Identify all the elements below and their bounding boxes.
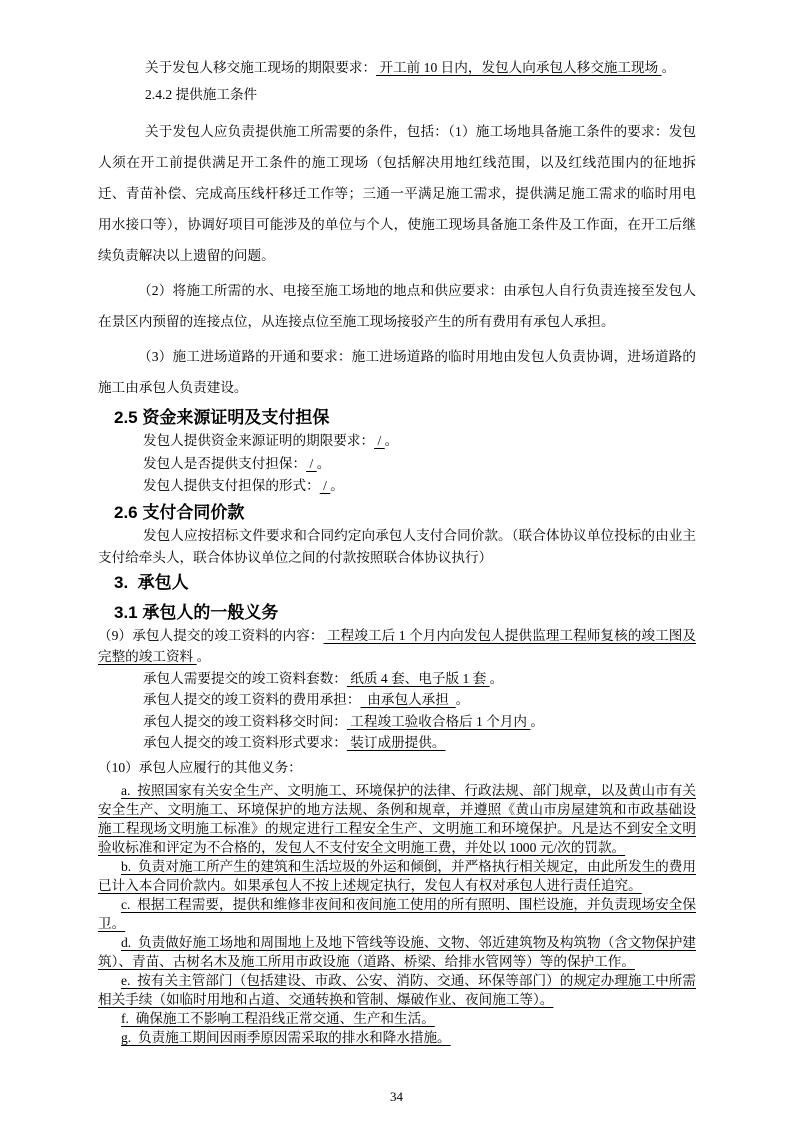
text-run: 。 [384,433,399,448]
heading-3-1 [98,600,696,625]
underlined-run: g. 负责施工期间因雨季原因需采取的排水和降水措施。 [121,1030,451,1045]
heading-2-5 [98,405,696,430]
text-run: 关于发包人应负责提供施工所需要的条件，包括：（1）施工场地具备施工条件的要求：发包人须在开工前提供满足开工条件的施工现场（包括解决用地红线范围，以及红线范围内的征地拆迁、青苗补偿、完成高压线杆移迁工作等；三通一平满足施工需求，提供满足施工需求的临时用电用水接口等），协调好项目可能涉及的单位与个人，使施工现场具备施工条件及工作面，在开工后继续负责解决以上遗留的问题。 [98,124,696,263]
obligation-e [98,971,696,1009]
para-item-10-other-obligations [98,757,696,779]
text-run: 关于发包人移交施工现场的期限要求： [145,60,377,75]
underlined-run: 工程竣工后 1 个月内向发包人提供监理工程师复核的竣工图及完整的竣工资料 [98,627,696,664]
heading-2-4-2 [98,81,696,108]
text-run: 。 [530,713,545,729]
text-run: 发包人提供支付担保的形式： [143,478,320,493]
text-run: 发包人提供资金来源证明的期限要求： [143,433,375,448]
obligation-b [98,857,696,895]
underlined-run: 工程竣工验收合格后 1 个月内 [346,713,531,729]
underlined-run: e. 按有关主管部门（包括建设、市政、公安、消防、交通、环保等部门）的规定办理施工中所需相关手续（如临时用地和占道、交通转换和管制、爆破作业、夜间施工等）。 [98,973,696,1007]
underlined-run: 由承包人承担 [360,692,456,707]
underlined-run: c. 根据工程需要，提供和维修非夜间和夜间施工使用的所有照明、围栏设施，并负责现场安全保卫。 [98,897,696,931]
obligation-a [98,781,696,857]
field-fund-source-deadline [98,430,696,453]
underlined-run: b. 负责对施工所产生的建筑和生活垃圾的外运和倾倒，并严格执行相关规定，由此所发生的费用已计入本合同价款内。如果承包人不按上述规定执行，发包人有权对承包人进行责任追究。 [98,859,696,893]
para-provide-construction-conditions [98,116,696,271]
underlined-run: / [306,455,317,471]
field-completion-document-sets [98,668,696,690]
text-run: 。 [455,692,470,707]
field-payment-guarantee-form [98,475,696,498]
text-run: 。 [661,60,676,75]
underlined-run: f. 确保施工不影响工程沿线正常交通、生产和生活。 [121,1011,435,1026]
text-run: （2）将施工所需的水、电接至施工场地的地点和供应要求：由承包人自行负责连接至发包人在景区内预留的连接点位，从连接点位至施工现场接驳产生的所有费用有承包人承担。 [98,283,696,329]
para-water-power-connection [98,275,696,337]
text-run: （10）承包人应履行的其他义务： [98,759,302,775]
para-item-9-completion-documents [98,625,696,668]
underlined-run: 装订成册提供。 [346,735,446,750]
field-completion-document-cost [98,689,696,711]
underlined-run: 开工前 10 日内，发包人向承包人移交施工现场 [376,60,662,75]
field-completion-document-time [98,711,696,733]
obligation-g [98,1028,696,1047]
text-run: （9）承包人提交的竣工资料的内容： [98,627,324,643]
field-completion-document-format [98,732,696,754]
para-pay-contract-price [98,525,696,569]
field-payment-guarantee-provided [98,453,696,476]
text-run: 3.1 承包人的一般义务 [114,602,279,622]
text-run: 发包人是否提供支付担保： [143,455,307,471]
underlined-run: 纸质 4 套、电子版 1 套 [346,670,490,686]
obligation-f [98,1009,696,1028]
text-run: 2.6 支付合同价款 [114,502,245,522]
text-run: 。 [489,670,504,686]
text-run: 2.4.2 提供施工条件 [145,87,258,102]
underlined-run: / [374,433,385,448]
heading-2-6 [98,500,696,525]
obligation-d [98,933,696,971]
text-run: 。 [330,478,344,493]
para-access-road [98,341,696,403]
text-run: 承包人提交的竣工资料移交时间： [143,713,347,729]
underlined-run: / [319,478,331,493]
underlined-run: a. 按照国家有关安全生产、文明施工、环境保护的法律、行政法规、部门规章，以及黄山市有关安全生产、文明施工、环境保护的地方法规、条例和规章，并遵照《黄山市房屋建筑和市政基础设施工程现场文明施工标准》的规定进行工程安全生产、文明施工和环境保护。凡是达不到安全文明验收标准和评定为不合格的，发包人不支付安全文明施工费，并处以 1000 元/次的罚款。 [98,783,696,855]
text-run: 3. 承包人 [114,572,189,592]
field-site-handover-deadline [98,54,696,81]
text-run: （3）施工进场道路的开通和要求：施工进场道路的临时用地由发包人负责协调，进场道路的施工由承包人负责建设。 [98,349,696,395]
text-run: 承包人提交的竣工资料形式要求： [143,735,347,750]
text-run: 。 [316,455,331,471]
text-run: 承包人提交的竣工资料的费用承担： [143,692,361,707]
page-number: 34 [390,1089,403,1104]
text-run: 。 [196,649,211,664]
underlined-run: d. 负责做好施工场地和周围地上及地下管线等设施、文物、邻近建筑物及构筑物（含文物保护建筑）、青苗、古树名木及施工所用市政设施（道路、桥梁、给排水管网等）等的保护工作。 [98,935,696,969]
text-run: 承包人需要提交的竣工资料套数： [143,670,347,686]
text-run: 2.5 资金来源证明及支付担保 [114,408,330,427]
obligation-c [98,895,696,933]
text-run: 发包人应按招标文件要求和合同约定向承包人支付合同价款。（联合体协议单位投标的由业主支付给牵头人，联合体协议单位之间的付款按照联合体协议执行） [98,527,696,565]
heading-3 [98,570,696,595]
